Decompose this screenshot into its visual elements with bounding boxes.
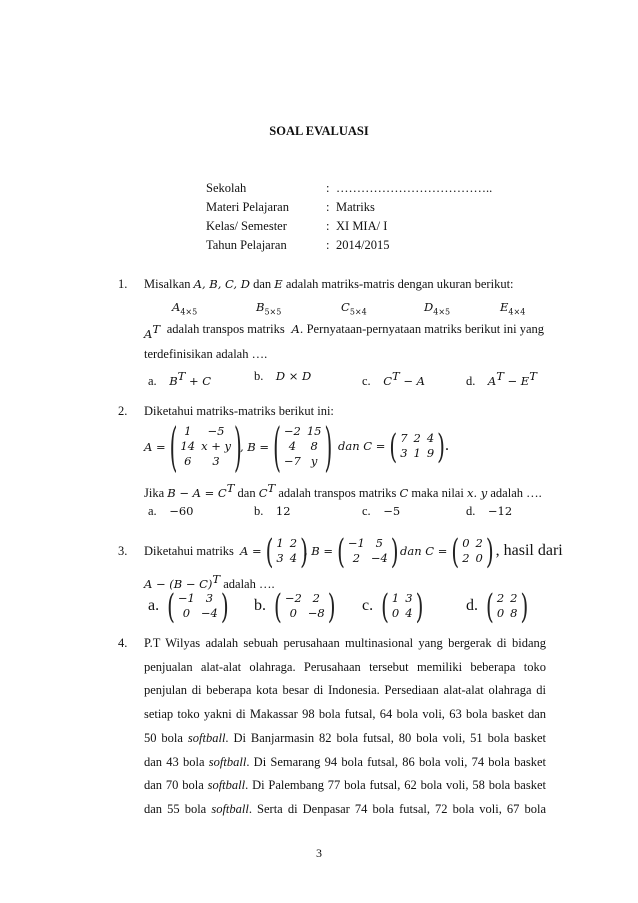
matrix-size-a: $A_{4\times 5}$: [172, 300, 198, 317]
paragraph-line: P.T Wilyas adalah sebuah perusahaan multinasional yang bergerak di bidang: [144, 636, 546, 650]
page-title: SOAL EVALUASI: [269, 124, 369, 138]
paragraph-line: dan 55 bola softball. Serta di Denpasar 74 bola futsal, 72 bola voli, 67 bola: [144, 801, 546, 816]
matrix-label: A =: [144, 439, 166, 454]
matrix-b: , B = ( −1 5 2 −4 ): [304, 530, 399, 572]
info-sep: :: [326, 181, 330, 195]
paragraph-line: dan 70 bola softball. Di Palembang 77 bola futsal, 62 bola voli, 58 bola basket: [144, 778, 546, 793]
question-number: 4.: [118, 636, 128, 650]
info-label-subject: Materi Pelajaran: [206, 200, 289, 214]
option-a[interactable]: a. $B^T + C$: [148, 369, 212, 389]
info-sep: :: [326, 200, 330, 214]
question-1-line3: terdefinisikan adalah ….: [144, 347, 268, 361]
option-d[interactable]: d. $A^T - E^T$: [466, 369, 537, 389]
paragraph-line: penjulan di beberapa kota besar di Indonesia. Persediaan alat-alat olahraga di: [144, 683, 546, 698]
text: dan: [253, 277, 272, 291]
matrix-cells: 2 2 0 8: [496, 591, 518, 620]
question-number: 2.: [118, 404, 128, 418]
matrix-size-b: $B_{5\times 5}$: [256, 300, 282, 317]
info-label-class: Kelas/ Semester: [206, 219, 287, 233]
matrix-cells: −2 2 0 −8: [284, 591, 325, 620]
info-value-school: ………………………………..: [336, 181, 493, 195]
option-b[interactable]: b. 12: [254, 504, 291, 518]
question-1-line2: $A^T$ adalah transpos matriks A. Pernyataan-pernyataan matriks berikut ini yang: [144, 322, 544, 342]
right-paren: ): [437, 425, 445, 467]
option-a[interactable]: a. ( −1 3 0 −4 ): [148, 585, 229, 627]
paragraph-line: 50 bola softball. Di Banjarmasin 82 bola futsal, 80 bola voli, 51 bola basket: [144, 730, 546, 745]
text: , hasil dari: [495, 542, 563, 559]
info-value-subject: Matriks: [336, 200, 375, 214]
matrix-size-d: $D_{4\times 5}$: [424, 300, 451, 317]
question-3-line2: $A - (B - C)^T$ adalah ….: [144, 572, 275, 592]
matrix-b: [240, 415, 333, 478]
question-number: 1.: [118, 277, 128, 291]
matrix-cells: 1 2 3 4: [276, 536, 298, 565]
option-d[interactable]: d. −12: [466, 504, 513, 518]
info-sep: :: [326, 219, 330, 233]
left-paren: (: [273, 415, 281, 478]
matrix-label: , B =: [240, 439, 270, 454]
question-2-condition: Jika $B - A = C^T$ dan $C^T$ adalah transpos matriks C maka nilai x. y adalah ….: [144, 481, 542, 501]
option-c[interactable]: c. −5: [362, 504, 401, 518]
left-paren: (: [389, 425, 398, 467]
question-number: 3.: [118, 544, 128, 558]
matrix-a: [144, 415, 242, 478]
matrix-size-e: $E_{4\times 4}$: [500, 300, 526, 317]
math-var: E: [274, 277, 283, 291]
matrix-cells: −2 15 4 8 −7 y: [283, 424, 322, 468]
matrix-label: dan C =: [338, 439, 386, 453]
matrix-cells: 0 2 2 0: [462, 536, 483, 565]
question-2-intro: Diketahui matriks-matriks berikut ini:: [144, 404, 334, 418]
left-paren: (: [169, 415, 178, 478]
matrix-cells: −1 3 0 −4: [177, 591, 218, 620]
paragraph-line: penjualan alat-alat olahraga. Perusahaan tersebut memiliki beberapa toko: [144, 659, 546, 674]
info-value-year: 2014/2015: [336, 238, 390, 252]
matrix-c: [338, 425, 449, 467]
page-number: 3: [316, 846, 322, 860]
option-a[interactable]: a. −60: [148, 504, 194, 518]
question-3-intro: Diketahui matriks: [144, 544, 234, 558]
matrix-a: A = ( 1 2 3 4 ): [240, 530, 308, 572]
text: adalah matriks-matris dengan ukuran berikut:: [285, 277, 514, 291]
info-label-school: Sekolah: [206, 181, 247, 195]
right-paren: ): [234, 415, 242, 478]
matrix-cells: 7 2 4 3 1 9: [400, 431, 435, 460]
matrix-cells: −1 5 2 −4: [347, 536, 388, 565]
paragraph-line: setiap toko yakni di Makassar 98 bola futsal, 64 bola voli, 63 bola basket dan: [144, 707, 546, 722]
option-c[interactable]: c. ( 1 3 0 4 ): [362, 585, 424, 627]
matrix-cells: 1 3 0 4: [391, 591, 413, 620]
matrix-c: dan C = ( 0 2 2 0 ) , hasil dari: [400, 530, 563, 572]
right-paren: ): [324, 415, 333, 478]
question-1-intro: [144, 276, 514, 292]
option-c[interactable]: c. $C^T - A$: [362, 369, 425, 389]
paragraph-line: dan 43 bola softball. Di Semarang 94 bola futsal, 86 bola voli, 74 bola basket: [144, 754, 546, 769]
info-sep: :: [326, 238, 330, 252]
matrix-size-c: $C_{5\times 4}$: [341, 300, 367, 317]
option-b[interactable]: b. D × D: [254, 369, 312, 383]
info-label-year: Tahun Pelajaran: [206, 238, 287, 252]
math-vars: A, B, C, D: [193, 277, 250, 291]
option-d[interactable]: d. ( 2 2 0 8 ): [466, 585, 529, 627]
info-value-class: XI MIA/ I: [336, 219, 388, 233]
option-b[interactable]: b. ( −2 2 0 −8 ): [254, 585, 336, 627]
matrix-cells: 1 −5 14 x + y 6 3: [180, 424, 231, 468]
text: Misalkan: [144, 277, 191, 291]
text: .: [444, 437, 449, 454]
